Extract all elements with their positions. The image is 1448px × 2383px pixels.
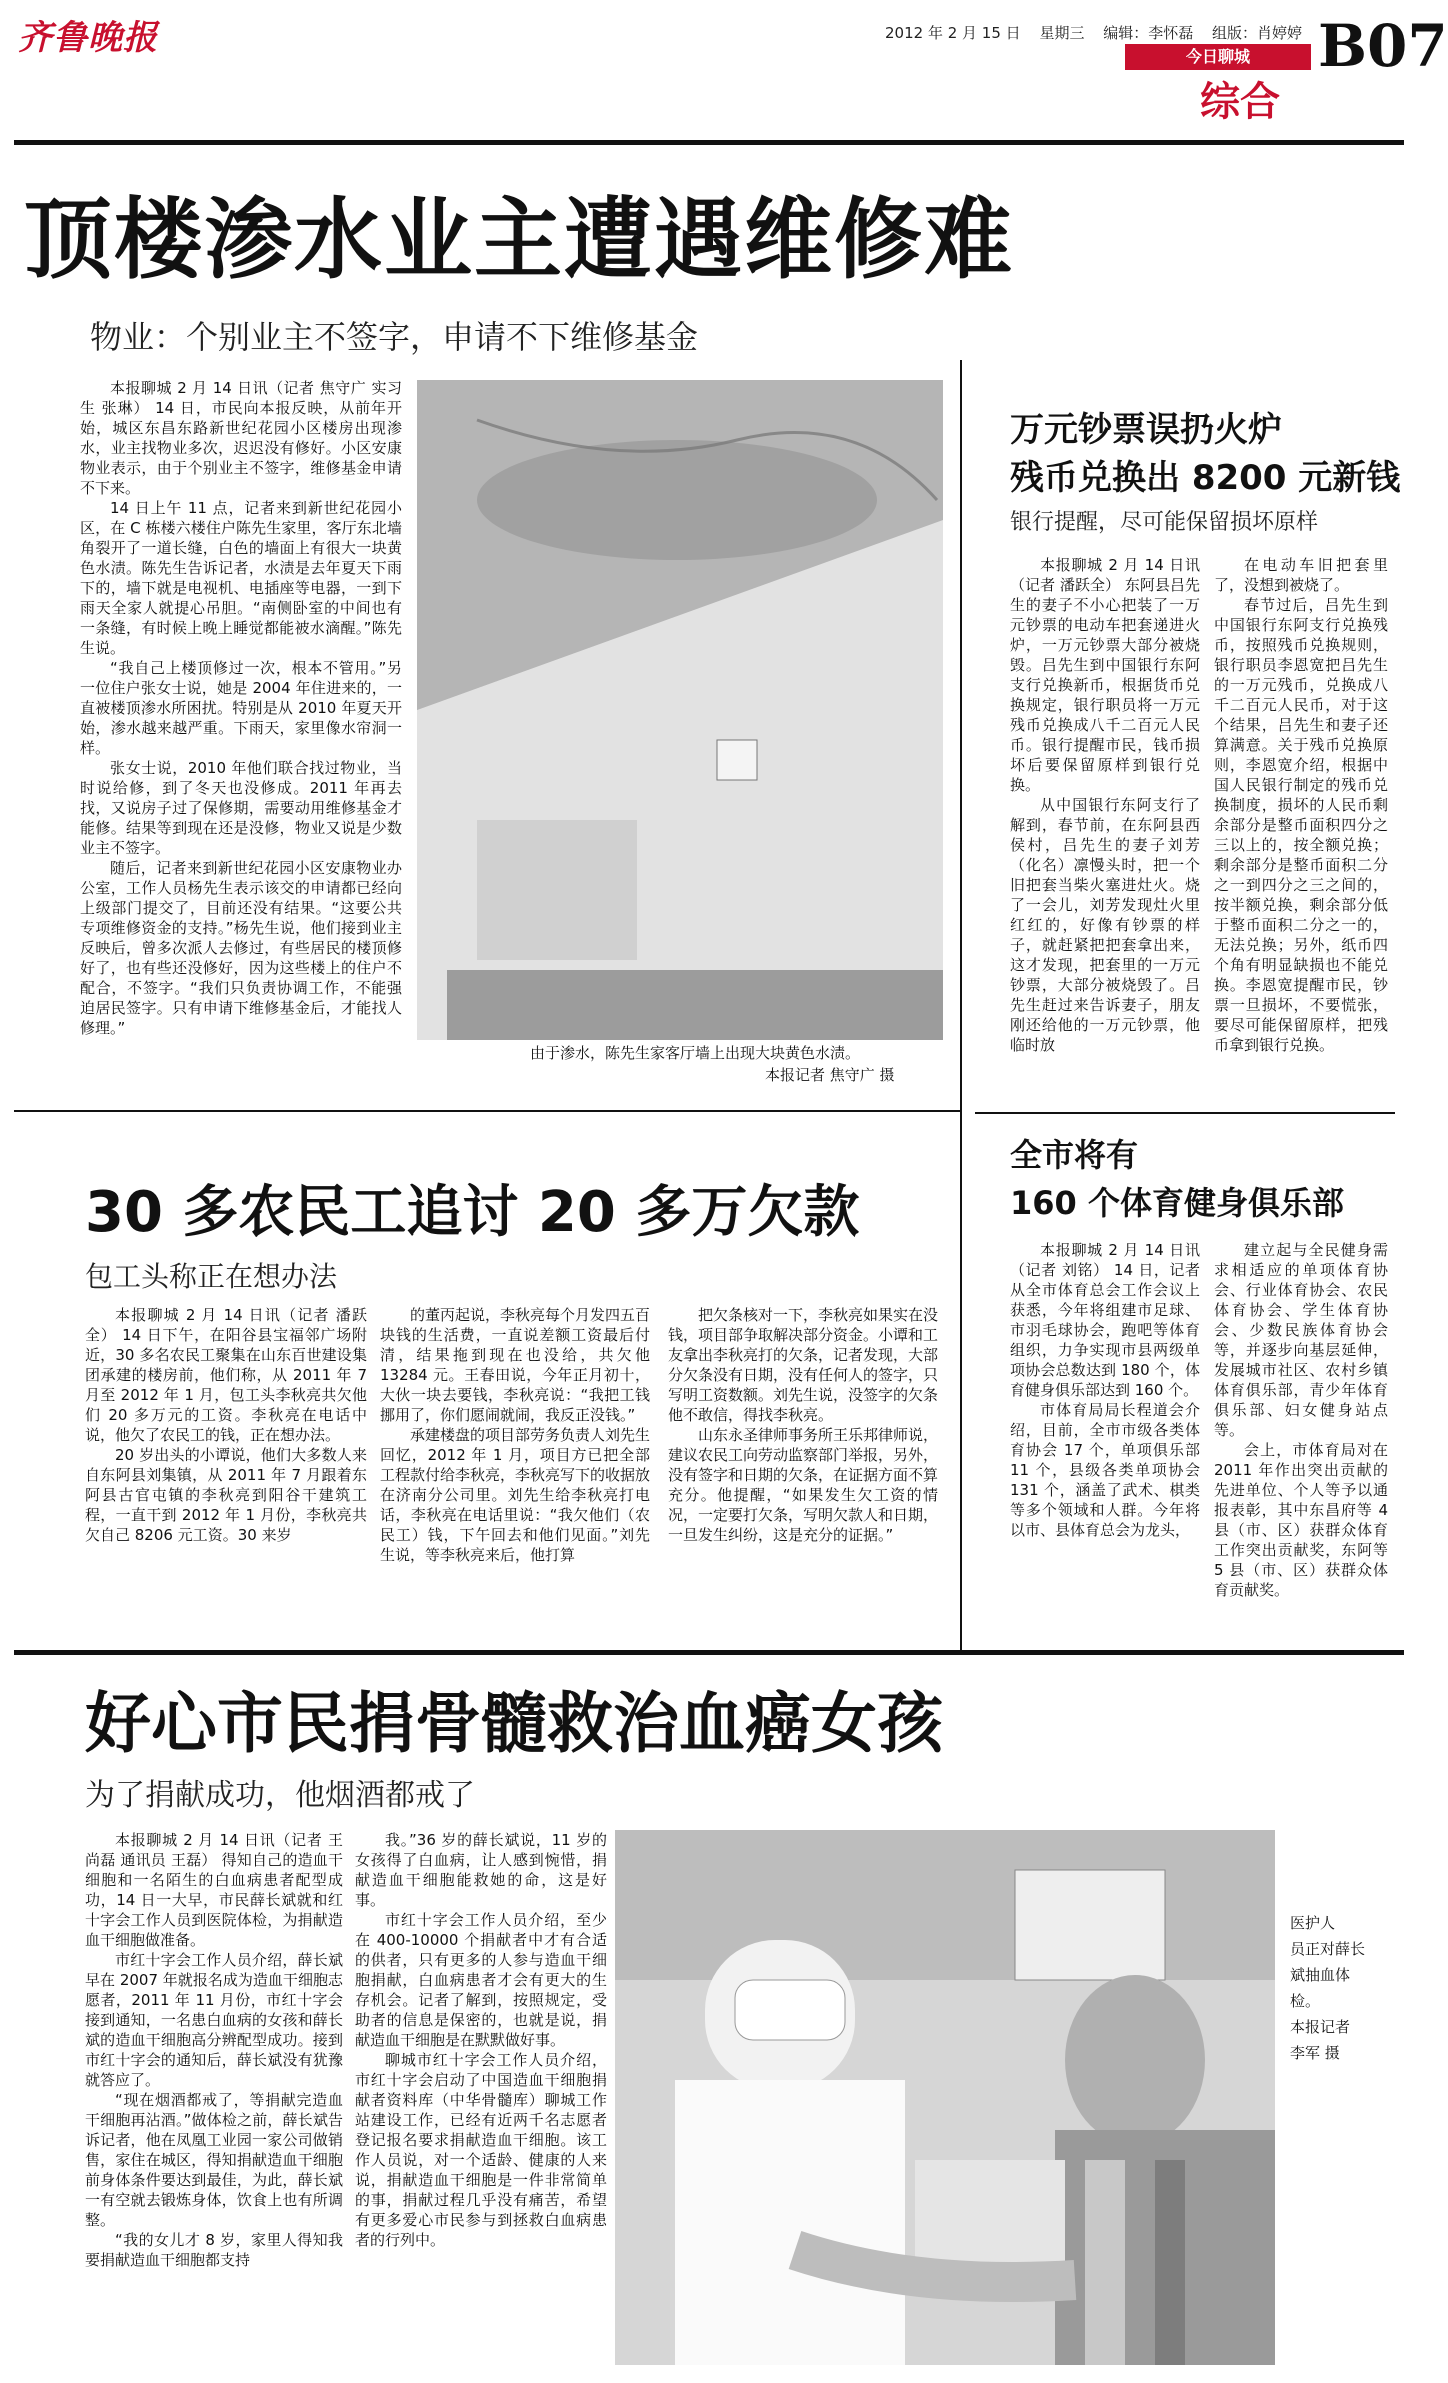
layout-credit: 组版：肖婷婷 bbox=[1212, 24, 1303, 42]
story1-para: 14 日上午 11 点，记者来到新世纪花园小区，在 C 栋楼六楼住户陈先生家里，客厅东北墙角裂开了一道长缝，白色的墙面上有很大一块黄色水渍。陈先生告诉记者，水渍是去年夏天下雨下的，墙下就是电视机、电插座等电器，一到下雨天全家人就提心吊胆。“南侧卧室的中间也有一条缝，有时候上晚上睡觉都能被水滴醒。”陈先生说。 bbox=[80, 499, 402, 657]
story5-para: 聊城市红十字会工作人员介绍，市红十字会启动了中国造血干细胞捐献者资料库（中华骨髓库）聊城工作站建设工作，已经有近两千名志愿者登记报名要求捐献造血干细胞。该工作人员说，对一个适龄、健康的人来说，捐献造血干细胞是一件非常简单的事，捐献过程几乎没有痛苦，希望有更多爱心市民参与到拯救白血病患者的行列中。 bbox=[355, 2051, 607, 2249]
story4-para: 本报聊城 2 月 14 日讯（记者 潘跃全） 14 日下午，在阳谷县宝福邻广场附近，30 多名农民工聚集在山东百世建设集团承建的楼房前，他们称，从 2011 年 7 月至 2012 年 1 月，包工头李秋亮共欠他们 20 多万元的工资。李秋亮在电话中说，他欠了农民工的钱，正在想办法。 bbox=[85, 1306, 367, 1444]
story5-subhead: 为了捐献成功，他烟酒都戒了 bbox=[85, 1778, 475, 1813]
story2-col1 bbox=[1010, 555, 1200, 1095]
story4-para: 把欠条核对一下，李秋亮如果实在没钱，项目部争取解决部分资金。小谭和工友拿出李秋亮打的欠条，记者发现，大部分欠条没有日期，没有任何人的签字，只写明工资数额。刘先生说，没签字的欠条他不敢信，得找李秋亮。 bbox=[668, 1306, 939, 1424]
story4-para: 20 岁出头的小谭说，他们大多数人来自东阿县刘集镇，从 2011 年 7 月跟着东阿县古官屯镇的李秋亮到阳谷干建筑工程，一直干到 2012 年 1 月份，李秋亮共欠自己 8206 元工资。30 来岁 bbox=[85, 1446, 367, 1544]
story2-col2 bbox=[1214, 555, 1388, 1095]
story3-para: 本报聊城 2 月 14 日讯（记者 刘铭） 14 日，记者从全市体育总会工作会议上获悉，今年将组建市足球、市羽毛球协会，跑吧等体育组织，力争实现市县两级单项协会总数达到 180 个，体育健身俱乐部达到 160 个。 bbox=[1010, 1241, 1200, 1399]
story3-para: 市体育局局长程道会介绍，目前，全市市级各类体育协会 17 个，单项俱乐部 11 个，县级各类单项协会 131 个，涵盖了武术、棋类等多个领域和人群。今年将以市、县体育总会为龙头， bbox=[1010, 1401, 1200, 1539]
story4-subhead: 包工头称正在想办法 bbox=[85, 1260, 338, 1293]
story1-subhead: 物业：个别业主不签字，申请不下维修基金 bbox=[90, 318, 699, 356]
story5-para: “现在烟酒都戒了，等捐献完造血干细胞再沾酒。”做体检之前，薛长斌告诉记者，他在凤凰工业园一家公司做销售，家住在城区，得知捐献造血干细胞前身体条件要达到最佳，为此，薛长斌一有空就去锻炼身体，饮食上也有所调整。 bbox=[85, 2091, 343, 2229]
issue-weekday: 星期三 bbox=[1039, 24, 1085, 42]
masthead-rule bbox=[14, 140, 1404, 145]
story2-para: 在电动车旧把套里了，没想到被烧了。 bbox=[1214, 556, 1388, 594]
story2-para: 春节过后，吕先生到中国银行东阿支行兑换残币，按照残币兑换规则，银行职员李恩宽把吕先生的一万元残币，兑换成八千二百元人民币，对于这个结果，吕先生和妻子还算满意。关于残币兑换原则，李恩宽介绍，根据中国人民银行制定的残币兑换制度，损坏的人民币剩余部分是整币面积四分之三以上的，按全额兑换；剩余部分是整币面积二分之一到四分之三之间的，按半额兑换，剩余部分低于整币面积二分之一的，无法兑换；另外，纸币四个角有明显缺损也不能兑换。李恩宽提醒市民，钞票一旦损坏，不要慌张，要尽可能保留原样，把残币拿到银行兑换。 bbox=[1214, 596, 1388, 1054]
story4-bottom-rule bbox=[14, 1650, 1404, 1655]
story5-photo-credit: 本报记者 bbox=[1290, 2018, 1351, 2036]
story2-bottom-rule bbox=[975, 1112, 1395, 1114]
story3-col1 bbox=[1010, 1240, 1200, 1635]
section-name: 综合 bbox=[1200, 79, 1280, 125]
story2-para: 从中国银行东阿支行了解到，春节前，在东阿县西侯村，吕先生的妻子刘芳（化名）凛慢头时，把一个旧把套当柴火塞进灶火。烧了一会儿，刘芳发现灶火里红红的，好像有钞票的样子，就赶紧把把套拿出来，这才发现，把套里的一万元钞票，大部分被烧毁了。吕先生赶过来告诉妻子，朋友刚还给他的一万元钞票，他临时放 bbox=[1010, 796, 1200, 1054]
story4-col3 bbox=[668, 1305, 938, 1645]
story5-caption-line: 医护人 bbox=[1290, 1914, 1336, 1932]
story5-para: 我。”36 岁的薛长斌说，11 岁的女孩得了白血病，让人感到惋惜，捐献造血干细胞能救她的命，这是好事。 bbox=[355, 1831, 607, 1909]
story5-photo-credit: 李军 摄 bbox=[1290, 2044, 1340, 2062]
story5-para: 市红十字会工作人员介绍，薛长斌早在 2007 年就报名成为造血干细胞志愿者，2011 年 11 月份，市红十字会接到通知，一名患白血病的女孩和薛长斌的造血干细胞高分辨配型成功。接到市红十字会的通知后，薛长斌没有犹豫就答应了。 bbox=[85, 1951, 343, 2089]
story1-body bbox=[80, 378, 402, 1078]
story1-photo bbox=[417, 380, 943, 1040]
story5-caption-line: 员正对薛长 bbox=[1290, 1940, 1366, 1958]
story2-headline-line2: 残币兑换出 8200 元新钱 bbox=[1010, 458, 1401, 498]
editor-credit: 编辑：李怀磊 bbox=[1103, 24, 1194, 42]
story1-photo-credit: 本报记者 焦守广 摄 bbox=[765, 1066, 895, 1084]
story1-bottom-rule bbox=[14, 1110, 960, 1112]
story1-para: 随后，记者来到新世纪花园小区安康物业办公室，工作人员杨先生表示该交的申请都已经向上级部门提交了，目前还没有结果。“这要公共专项维修资金的支持。”杨先生说，他们接到业主反映后，曾多次派人去修过，有些居民的楼顶修好了，也有些还没修好，因为这些楼上的住户不配合，不签字。“我们只负责协调工作，不能强迫居民签字。只有申请下维修基金后，才能找人修理。” bbox=[80, 859, 402, 1037]
story4-para: 承建楼盘的项目部劳务负责人刘先生回忆，2012 年 1 月，项目方已把全部工程款付给李秋亮，李秋亮写下的收据放在济南分公司里。刘先生给李秋亮打电话，李秋亮在电话里说：“我欠他们（农民工）钱，下午回去和他们见面。”刘先生说，等李秋亮来后，他打算 bbox=[380, 1426, 651, 1564]
story1-caption: 由于渗水，陈先生家客厅墙上出现大块黄色水渍。 bbox=[530, 1044, 861, 1062]
story5-col2 bbox=[355, 1830, 607, 2370]
story3-headline-line2: 160 个体育健身俱乐部 bbox=[1010, 1184, 1344, 1222]
story2-headline-line1: 万元钞票误扔火炉 bbox=[1010, 410, 1282, 450]
story5-photo bbox=[615, 1830, 1275, 2365]
newspaper-logo: 齐鲁晚报 bbox=[18, 18, 158, 58]
story4-para: 的董丙起说，李秋亮每个月发四五百块钱的生活费，一直说差额工资最后付清，结果拖到现在也没给，共欠他 13284 元。王春田说，今年正月初十，大伙一块去要钱，李秋亮说：“我把工钱挪用了，你们愿闹就闹，我反正没钱。” bbox=[380, 1306, 651, 1424]
story5-caption-line: 斌抽血体 bbox=[1290, 1966, 1351, 1984]
story5-caption bbox=[1290, 1910, 1400, 2066]
story2-para: 本报聊城 2 月 14 日讯（记者 潘跃全） 东阿县吕先生的妻子不小心把装了一万元钞票的电动车把套递进火炉，一万元钞票大部分被烧毁。吕先生到中国银行东阿支行兑换新币，根据货币兑换规定，银行职员将一万元残币兑换成八千二百元人民币。银行提醒市民，钱币损坏后要保留原样到银行兑换。 bbox=[1010, 556, 1200, 794]
story4-col2 bbox=[380, 1305, 650, 1645]
story5-para: 市红十字会工作人员介绍，至少在 400-10000 个捐献者中才有合适的供者，只有更多的人参与造血干细胞捐献，白血病患者才会有更大的生存机会。记者了解到，按照规定，受助者的信息是保密的，也就是说，捐献造血干细胞是在默默做好事。 bbox=[355, 1911, 607, 2049]
story3-col2 bbox=[1214, 1240, 1388, 1635]
story1-para: 本报聊城 2 月 14 日讯（记者 焦守广 实习生 张琳） 14 日，市民向本报反映，从前年开始，城区东昌东路新世纪花园小区楼房出现渗水，业主找物业多次，迟迟没有修好。小区安康物业表示，由于个别业主不签字，维修基金申请不下来。 bbox=[80, 379, 402, 497]
story3-para: 会上，市体育局对在 2011 年作出突出贡献的先进单位、个人等予以通报表彰，其中东昌府等 4 县（市、区）获群众体育工作突出贡献奖，东阿等 5 县（市、区）获群众体育贡献奖。 bbox=[1214, 1441, 1388, 1599]
story3-para: 建立起与全民健身需求相适应的单项体育协会、行业体育协会、农民体育协会、学生体育协会、少数民族体育协会等，并逐步向基层延伸，发展城市社区、农村乡镇体育俱乐部，青少年体育俱乐部、妇女健身站点等。 bbox=[1214, 1241, 1388, 1439]
story5-headline: 好心市民捐骨髓救治血癌女孩 bbox=[85, 1685, 943, 1762]
story5-para: 本报聊城 2 月 14 日讯（记者 王尚磊 通讯员 王磊） 得知自己的造血干细胞和一名陌生的白血病患者配型成功，14 日一大早，市民薛长斌就和红十字会工作人员到医院体检，为捐献造血干细胞做准备。 bbox=[85, 1831, 343, 1949]
story4-col1 bbox=[85, 1305, 367, 1645]
issue-date: 2012 年 2 月 15 日 bbox=[885, 24, 1021, 42]
story5-col1 bbox=[85, 1830, 343, 2370]
story5-para: “我的女儿才 8 岁，家里人得知我要捐献造血干细胞都支持 bbox=[85, 2231, 343, 2269]
story4-headline: 30 多农民工追讨 20 多万欠款 bbox=[85, 1180, 860, 1245]
story5-caption-line: 检。 bbox=[1290, 1992, 1321, 2010]
section-tag: 今日聊城 bbox=[1125, 44, 1311, 70]
story2-subhead: 银行提醒，尽可能保留损坏原样 bbox=[1010, 510, 1319, 535]
page-number: B07 bbox=[1318, 12, 1448, 80]
story1-headline: 顶楼渗水业主遭遇维修难 bbox=[24, 188, 1015, 291]
column-divider bbox=[960, 360, 962, 1650]
story1-para: “我自己上楼顶修过一次，根本不管用。”另一位住户张女士说，她是 2004 年住进来的，一直被楼顶渗水所困扰。特别是从 2010 年夏天开始，渗水越来越严重。下雨天，家里像水帘洞一样。 bbox=[80, 659, 402, 757]
story4-para: 山东永圣律师事务所王乐邦律师说，建议农民工向劳动监察部门举报，另外，没有签字和日期的欠条，在证据方面不算充分。他提醒，“如果发生欠工资的情况，一定要打欠条，写明欠款人和日期，一旦发生纠纷，这是充分的证据。” bbox=[668, 1426, 939, 1544]
story3-headline-line1: 全市将有 bbox=[1010, 1136, 1139, 1174]
story1-para: 张女士说，2010 年他们联合找过物业，当时说给修，到了冬天也没修成。2011 年再去找，又说房子过了保修期，需要动用维修基金才能修。结果等到现在还是没修，物业又说是少数业主不签字。 bbox=[80, 759, 402, 857]
dateline bbox=[885, 22, 1316, 43]
